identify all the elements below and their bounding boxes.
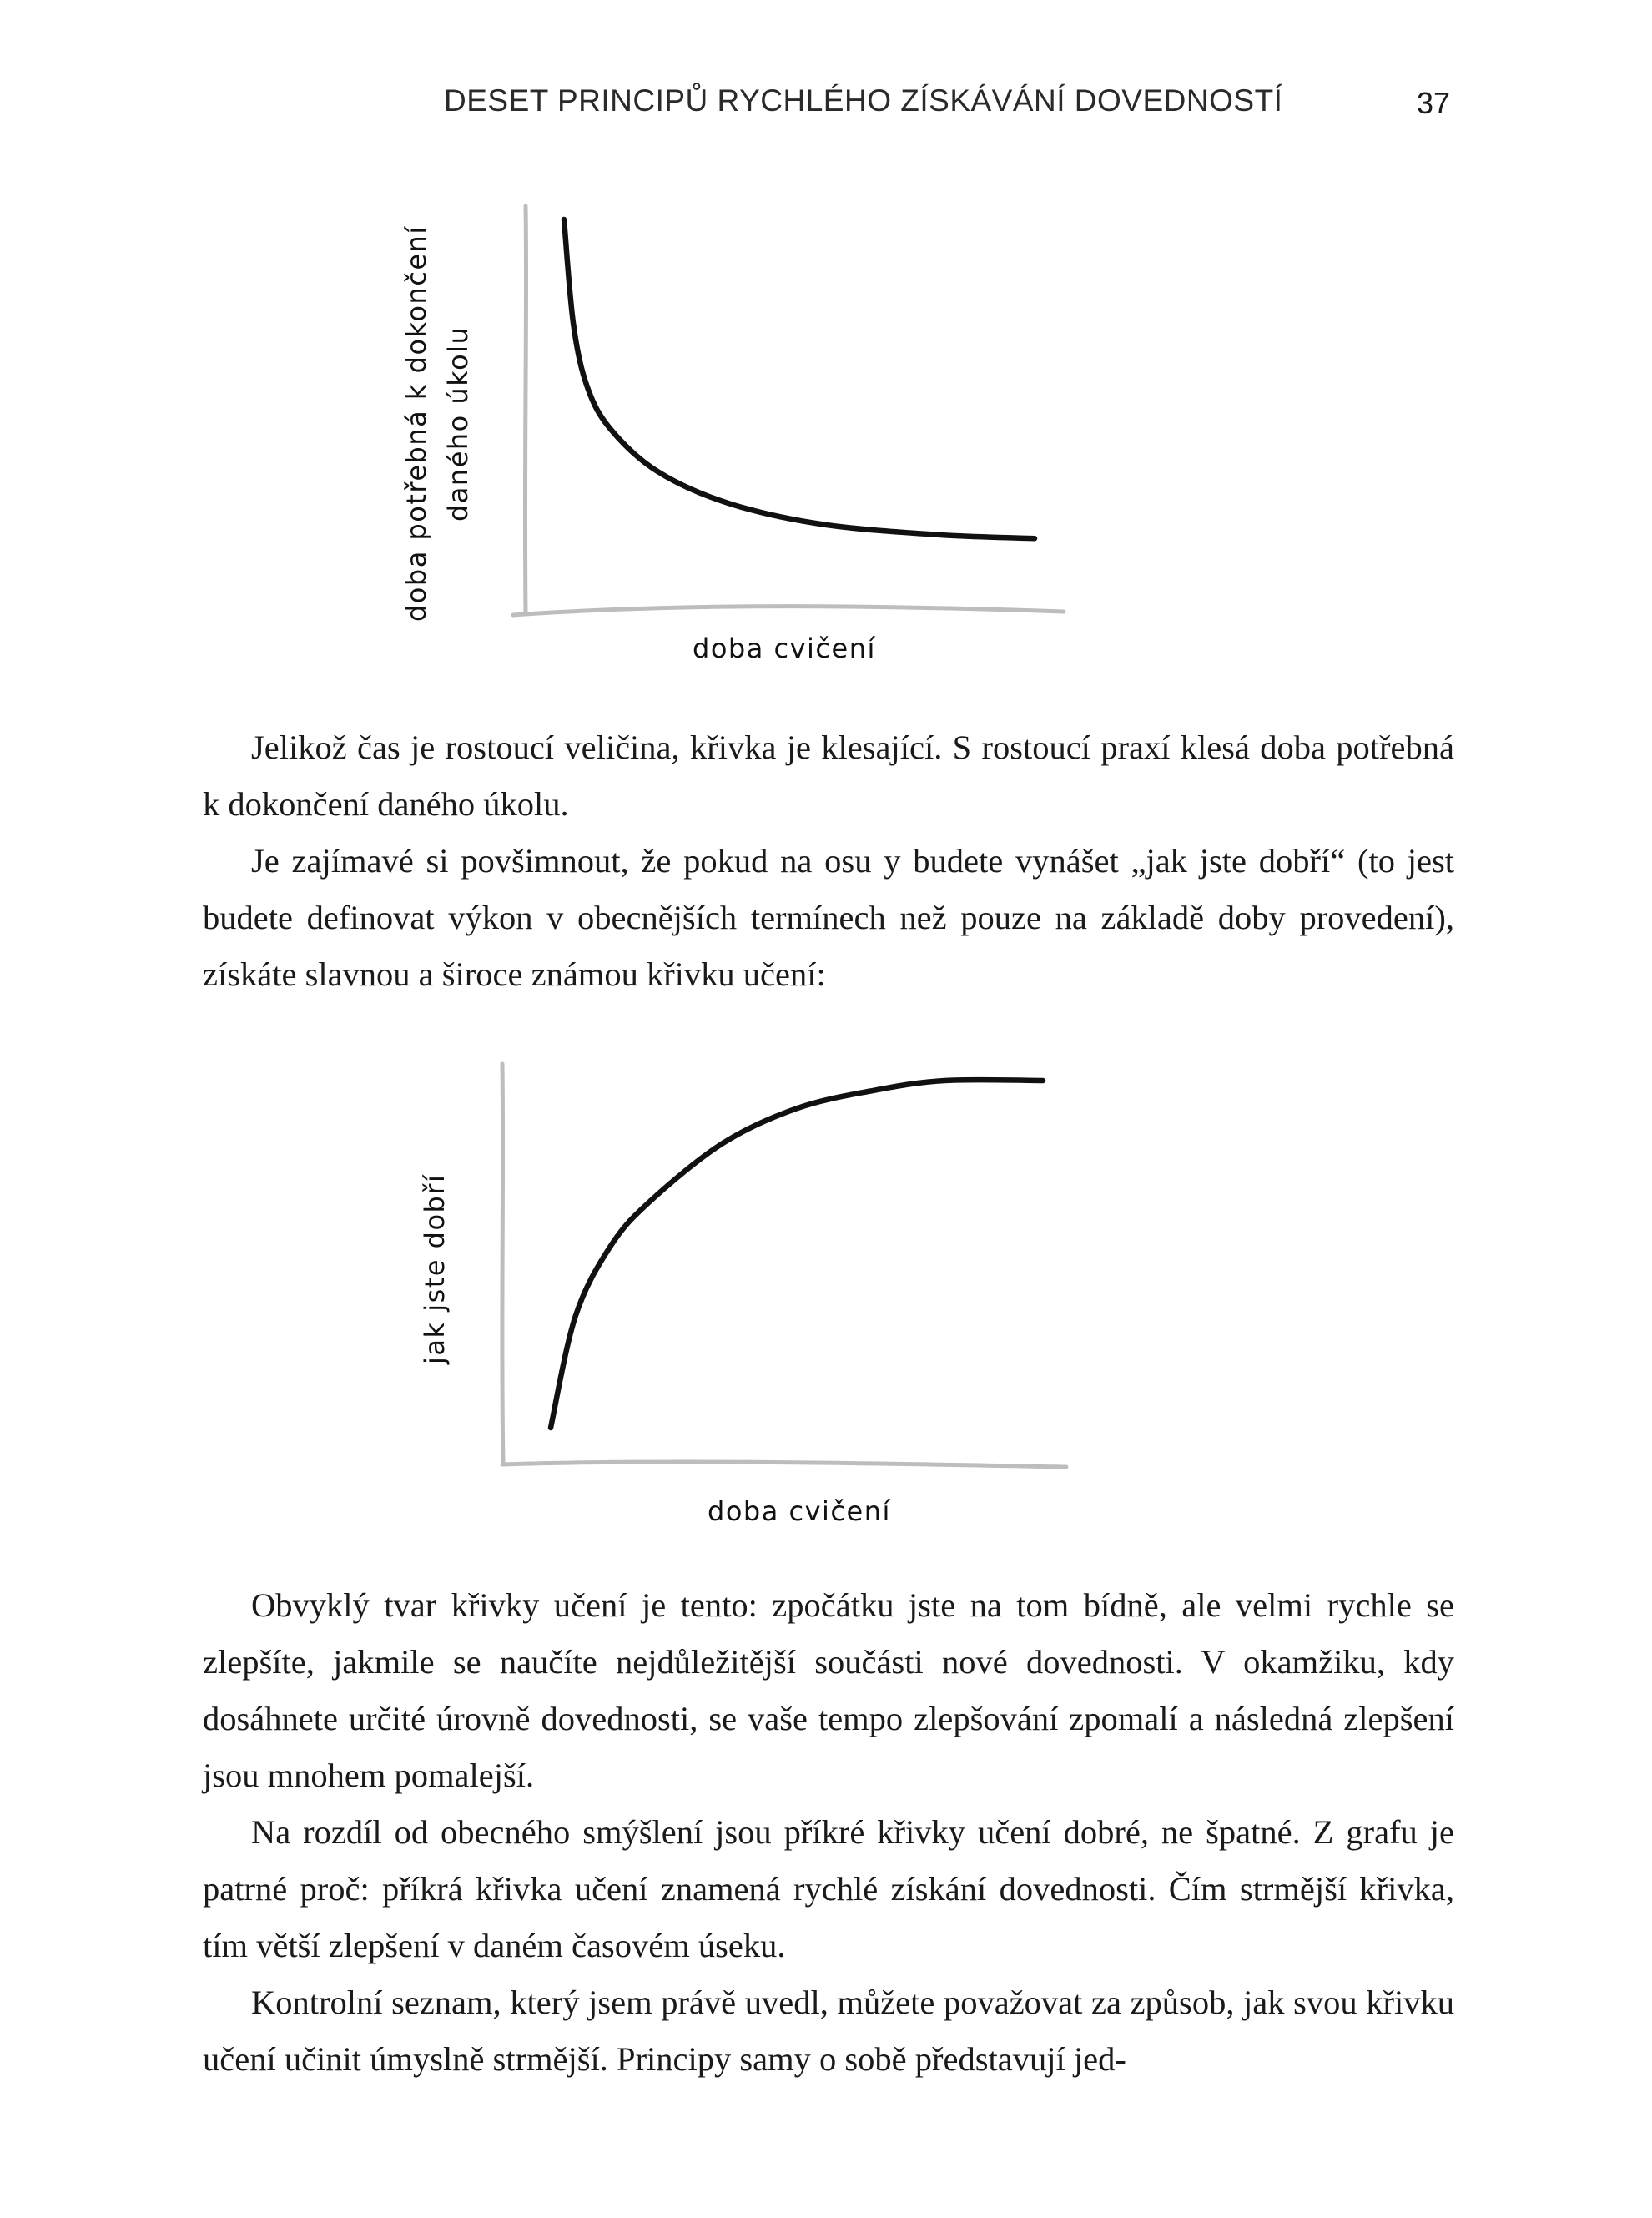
- figure-2-x-axis: [502, 1462, 1066, 1467]
- paragraph: Obvyklý tvar křivky učení je tento: zpočátku jste na tom bídně, ale velmi rychle se zlepšíte, jakmile se naučíte nejdůležitější součásti nové dovednosti. V okamžiku, kdy dosáhnete určité úrovně dovednosti, se vaše tempo zlepšování zpomalí a následná zlepšení jsou mnohem pomalejší.: [203, 1586, 1454, 1794]
- running-header-title: DESET PRINCIPŮ RYCHLÉHO ZÍSKÁVÁNÍ DOVEDNOSTÍ: [444, 83, 1283, 118]
- figure-1-curve: [564, 219, 1035, 538]
- figure-2-y-axis: [502, 1064, 503, 1463]
- paragraph: Je zajímavé si povšimnout, že pokud na osu y budete vynášet „jak jste dobří“ (to jest budete definovat výkon v obecnějších termínech než pouze na základě doby provedení), získáte slavnou a široce známou křivku učení:: [203, 842, 1454, 993]
- figure-1-x-label: doba cvičení: [693, 633, 876, 664]
- figure-1-y-label-line-2: daného úkolu: [442, 325, 474, 522]
- figure-2-curve: [551, 1080, 1043, 1428]
- figure-1-x-axis: [513, 607, 1064, 615]
- paragraph: Jelikož čas je rostoucí veličina, křivka je klesající. S rostoucí praxí klesá doba potřebná k dokončení daného úkolu.: [203, 728, 1454, 823]
- figure-2-y-label: jak jste dobří: [419, 1173, 451, 1364]
- paragraph: Kontrolní seznam, který jsem právě uvedl, můžete považovat za způsob, jak svou křivku učení učinit úmyslně strmější. Principy samy o sobě představují jed-: [203, 1984, 1454, 2078]
- figure-1-y-label-line-1: doba potřebná k dokončení: [400, 225, 432, 622]
- body-text-block-1: [203, 719, 1454, 1003]
- figure-learning-curve: [392, 1047, 1085, 1531]
- page-number: 37: [1417, 86, 1451, 120]
- body-text-block-2: [203, 1577, 1454, 2088]
- figure-2-x-label: doba cvičení: [708, 1495, 891, 1527]
- figure-1-svg: [392, 196, 1085, 663]
- figure-time-to-complete: [392, 196, 1085, 663]
- figure-2-svg: [392, 1047, 1085, 1531]
- figure-1-y-axis: [525, 206, 526, 613]
- paragraph: Na rozdíl od obecného smýšlení jsou příkré křivky učení dobré, ne špatné. Z grafu je patrné proč: příkrá křivka učení znamená rychlé získání dovednosti. Čím strmější křivka, tím větší zlepšení v daném časovém úseku.: [203, 1813, 1454, 1964]
